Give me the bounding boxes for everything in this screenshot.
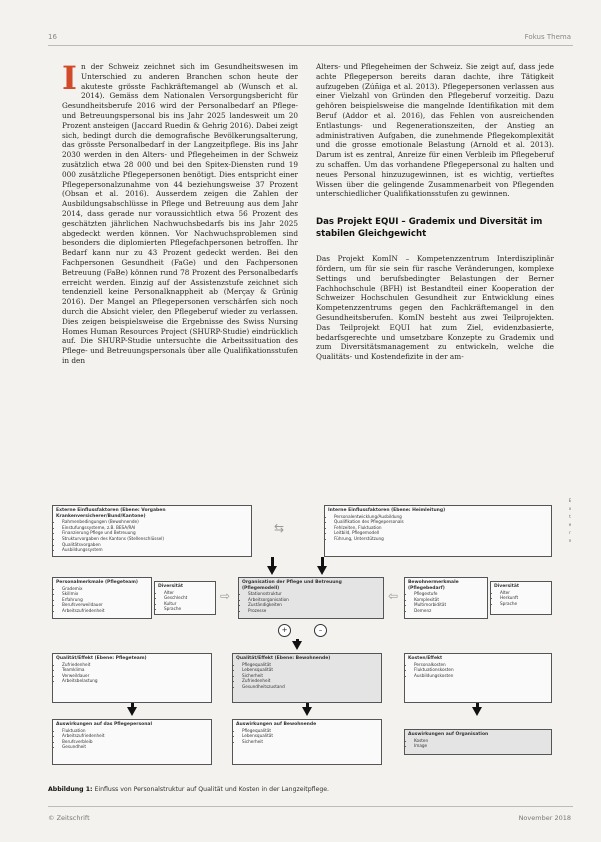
box-item: • Kultur: [164, 601, 212, 607]
side-letter: r: [569, 530, 571, 535]
caption-text: Einfluss von Personalstruktur auf Qualität und Kosten in der Langzeitpflege.: [94, 786, 330, 793]
box-item: • Lebensqualität: [242, 733, 378, 739]
box-title: Diversität: [494, 584, 520, 589]
left-body-text: n der Schweiz zeichnet sich im Gesundheitswesen im Unterschied zu anderen Branchen schon heute der akuteste grösste Fachkräftemangel ab (Wunsch et al. 2014). Gemäss dem Nationalen Versorgungsbericht für Gesundheitsberufe 2016 wird der Personalbedarf an Pflege- und Betreuungspersonal bis ins Jahr 2025 landesweit um 20 Prozent ansteigen (Jaccard Ruedin & Gehrig 2016). Dabei zeigt sich, bedingt durch die demografische Bevölkerungsalterung, das grösste Personalbedarf in der Langzeitpflege. Bis ins Jahr 2030 werden in den Alters- und Pflegeheimen in der Schweiz zusätzlich etwa 28 000 und bei den Spitex-Diensten rund 19 000 zusätzliche Pflegepersonen benötigt. Dies entspricht einer Pflegepersonalzunahme von 44 beziehungsweise 37 Prozent (Obsan et al. 2016). Ausserdem zeigen die Zahlen der Ausbildungsabschlüsse in Pflege und Betreuung aus dem Jahr 2014, dass gerade nur voraussichtlich etwa 56 Prozent des geschätzten jährlichen Nachwuchsbedarfs bis ins Jahr 2025 abgedeckt werden können. Vor Nachwuchsproblemen sind besonders die diplomierten Pflegefachpersonen betroffen. Ihr Bedarf kann nur zu 43 Prozent gedeckt werden. Bei den Fachpersonen Gesundheit (FaGe) und den Fachpersonen Betreuung (FaBe) können rund 78 Prozent des Personalbedarfs erreicht werden. Einzig auf der Assistenzstufe zeichnet sich tendenziell keine Personalknappheit ab (Merçay & Grünig 2016). Der Mangel an Pflegepersonen verschärfen sich noch durch die Absicht vieler, den Pflegeberuf wieder zu verlassen. Dies zeigen beispielsweise die Ergebnisse des Swiss Nursing Homes Human Resources Project (SHURP-Studie) eindrücklich auf. Die SHURP-Studie untersuchte die Arbeitssituation des Pflege- und Betreuungspersonals über alle Qualifikationsstufen in den: [62, 62, 298, 365]
box-item: • Berufsverweildauer: [62, 602, 148, 608]
footer-right: November 2018: [518, 814, 571, 822]
box-title: Bewohnermerkmale (Pflegebedarf): [408, 580, 459, 591]
box-item: • Pflegestufe: [414, 591, 484, 597]
box-item: • Sprache: [500, 601, 548, 607]
box-impact-staff: [52, 719, 212, 765]
right-arrow-icon: ⇨: [220, 589, 231, 603]
footer-left: © Zeitschrift: [48, 814, 90, 822]
box-item: • Alter: [164, 590, 212, 596]
box-item: • Zufriedenheit: [242, 678, 378, 684]
footer-rule: [48, 806, 573, 807]
box-care-organisation: [238, 577, 384, 619]
plus-icon: +: [278, 624, 291, 637]
header-page-number: 16: [48, 33, 57, 41]
box-item: • Multimorbidität: [414, 602, 484, 608]
minus-icon: –: [314, 624, 327, 637]
box-title: Personalmerkmale (Pflegeteam): [56, 580, 138, 585]
box-item: • Gesundheitszustand: [242, 684, 378, 690]
figure-caption: [48, 786, 568, 793]
header-section: Fokus Thema: [524, 33, 571, 41]
box-resident-diversity: [490, 581, 552, 615]
box-item: • Zuständigkeiten: [248, 602, 380, 608]
side-letter: E: [568, 498, 572, 503]
box-item: • Skillmix: [62, 591, 148, 597]
box-title: Auswirkungen auf Organisation: [408, 732, 489, 737]
left-arrow-icon: ⇦: [388, 589, 399, 603]
box-item: • Fluktuation: [62, 728, 208, 734]
arrow-down-icon: [127, 707, 137, 716]
box-item: • Personalentwicklung/Ausbildung: [334, 514, 548, 520]
right-paragraph-2: Das Projekt KomIN – Kompetenzzentrum Interdisziplinär fördern, um für sie sein für rasche Veränderungen, komplexe Settings und berufsbedingter Belastungen der Berner Fachhochschule (BFH) ist Bestandteil einer Kooperation der Schweizer Hochschulen Gesundheit zur Entwicklung eines Kompetenzzentrums gegen den Fachkräftemangel in den Gesundheitsberufen. KomIN besteht aus zwei Teilprojekten. Das Teilprojekt EQUI hat zum Ziel, evidenzbasierte, bedarfsgerechte und umsetzbare Konzepte zu Grademix und zum Diversitätsmanagement zu entwickeln, welche die Qualitäts- und Kostendefizite in der am-: [316, 254, 554, 362]
box-item: • Prozesse: [248, 608, 380, 614]
double-arrow-icon: ⇆: [274, 521, 285, 535]
box-item: • Grademix: [62, 586, 148, 592]
box-title: Interne Einflussfaktoren (Ebene: Heimleitung): [328, 508, 446, 513]
arrow-down-icon: [317, 566, 327, 575]
right-paragraph-1: Alters- und Pflegeheimen der Schweiz. Sie zeigt auf, dass jede achte Pflegeperson bereits daran dachte, ihre Tätigkeit aufzugeben (Zúñiga et al. 2013). Pflegepersonen verlassen aus einer Vielzahl von Gründen den Pflegeberuf vorzeitig. Dazu gehören beispielsweise die mangelnde Identifikation mit dem Beruf (Addor et al. 2016), das Fehlen von ausreichenden Entlastungs- und Regenerationszeiten, der Anstieg an administrativen Aufgaben, die zunehmende Pflegekomplexität und die grosse emotionale Belastung (Arnold et al. 2013). Darum ist es zentral, Anreize für einen Verbleib im Pflegeberuf zu schaffen. Um das vorhandene Pflegepersonal zu halten und neues Personal hinzuzugewinnen, ist es wichtig, vertieftes Wissen über die gelingende Zusammenarbeit von Pflegenden unterschiedlicher Qualifikationsstufen zu gewinnen.: [316, 62, 554, 199]
box-item: • Arbeitsorganisation: [248, 597, 380, 603]
left-paragraph: [62, 59, 298, 366]
box-item: • Pflegequalität: [242, 728, 378, 734]
box-title: Qualität/Effekt (Ebene: Bewohnende): [236, 656, 331, 661]
arrow-down-icon: [302, 707, 312, 716]
figure-diagram: [42, 497, 572, 775]
box-item: • Finanzierung Pflege und Betreuung: [62, 530, 248, 536]
box-item: • Verweildauer: [62, 673, 208, 679]
box-title: Kosten/Effekt: [408, 656, 443, 661]
side-letter: x: [568, 506, 572, 511]
box-item: • Qualitätsvorgaben: [62, 542, 248, 548]
box-item: • Ausbildungssystem: [62, 547, 248, 553]
box-item: • Alter: [500, 590, 548, 596]
box-staff-characteristics: [52, 577, 152, 619]
box-resident-characteristics: [404, 577, 488, 619]
box-external-factors: [52, 505, 252, 557]
box-item: • Berufsverbleib: [62, 739, 208, 745]
box-item: • Fehlzeiten, Fluktuation: [334, 525, 548, 531]
box-item: • Sicherheit: [242, 673, 378, 679]
box-title: Externe Einflussfaktoren (Ebene: Vorgaben Krankenversicherer/Bund/Kantone): [56, 508, 166, 519]
box-item: • Einstufungssysteme, z.B. BESA/RAI: [62, 525, 248, 531]
box-staff-diversity: [154, 581, 216, 615]
box-item: • Demenz: [414, 608, 484, 614]
box-item: • Geschlecht: [164, 595, 212, 601]
box-item: • Arbeitszufriedenheit: [62, 608, 148, 614]
arrow-down-icon: [472, 707, 482, 716]
section-heading: Das Projekt EQUI – Grademix und Diversität im stabilen Gleichgewicht: [316, 217, 543, 239]
box-item: • Teamklima: [62, 667, 208, 673]
box-item: • Herkunft: [500, 595, 548, 601]
box-item: • Pflegequalität: [242, 662, 378, 668]
box-quality-team: [52, 653, 212, 703]
box-item: • Arbeitsbelastung: [62, 678, 208, 684]
box-item: • Leitbild, Pflegemodell: [334, 530, 548, 536]
box-item: • Arbeitszufriedenheit: [62, 733, 208, 739]
box-item: • Rahmenbedingungen (Bewohnende): [62, 519, 248, 525]
box-impact-organisation: [404, 729, 552, 755]
box-item: • Stationsstruktur: [248, 591, 380, 597]
box-item: • Strukturvorgaben des Kantons (Stellenschlüssel): [62, 536, 248, 542]
right-column: [316, 62, 554, 364]
box-item: • Gesundheit: [62, 744, 208, 750]
box-item: • Führung, Unterstützung: [334, 536, 548, 542]
box-item: • Zufriedenheit: [62, 662, 208, 668]
side-labels: [566, 497, 574, 545]
box-item: • Erfahrung: [62, 597, 148, 603]
arrow-down-icon: [292, 641, 302, 650]
box-title: Auswirkungen auf Bewohnende: [236, 722, 317, 727]
arrow-down-icon: [267, 566, 277, 575]
side-letter: t: [569, 514, 571, 519]
box-title: Auswirkungen auf das Pflegepersonal: [56, 722, 152, 727]
side-letter: e: [568, 522, 572, 527]
left-column: [62, 59, 298, 368]
box-quality-residents: [232, 653, 382, 703]
box-impact-residents: [232, 719, 382, 765]
side-letter: n: [568, 538, 572, 543]
box-item: • Personalkosten: [414, 662, 548, 668]
box-item: • Kosten: [414, 738, 548, 744]
box-item: • Ausbildungskosten: [414, 673, 548, 679]
box-title: Qualität/Effekt (Ebene: Pflegeteam): [56, 656, 147, 661]
box-item: • Komplexität: [414, 597, 484, 603]
box-costs: [404, 653, 552, 703]
box-item: • Lebensqualität: [242, 667, 378, 673]
box-title: Diversität: [158, 584, 184, 589]
box-title: Organisation der Pflege und Betreuung (Pflegemodell): [242, 580, 342, 591]
caption-label: Abbildung 1:: [48, 786, 93, 793]
box-item: • Fluktuationskosten: [414, 667, 548, 673]
box-item: • Qualifikation des Pflegepersonals: [334, 519, 548, 525]
box-internal-factors: [324, 505, 552, 557]
box-item: • Sicherheit: [242, 739, 378, 745]
box-item: • Sprache: [164, 606, 212, 612]
drop-cap: I: [62, 59, 77, 97]
header-rule: [48, 45, 573, 46]
box-item: • Image: [414, 743, 548, 749]
